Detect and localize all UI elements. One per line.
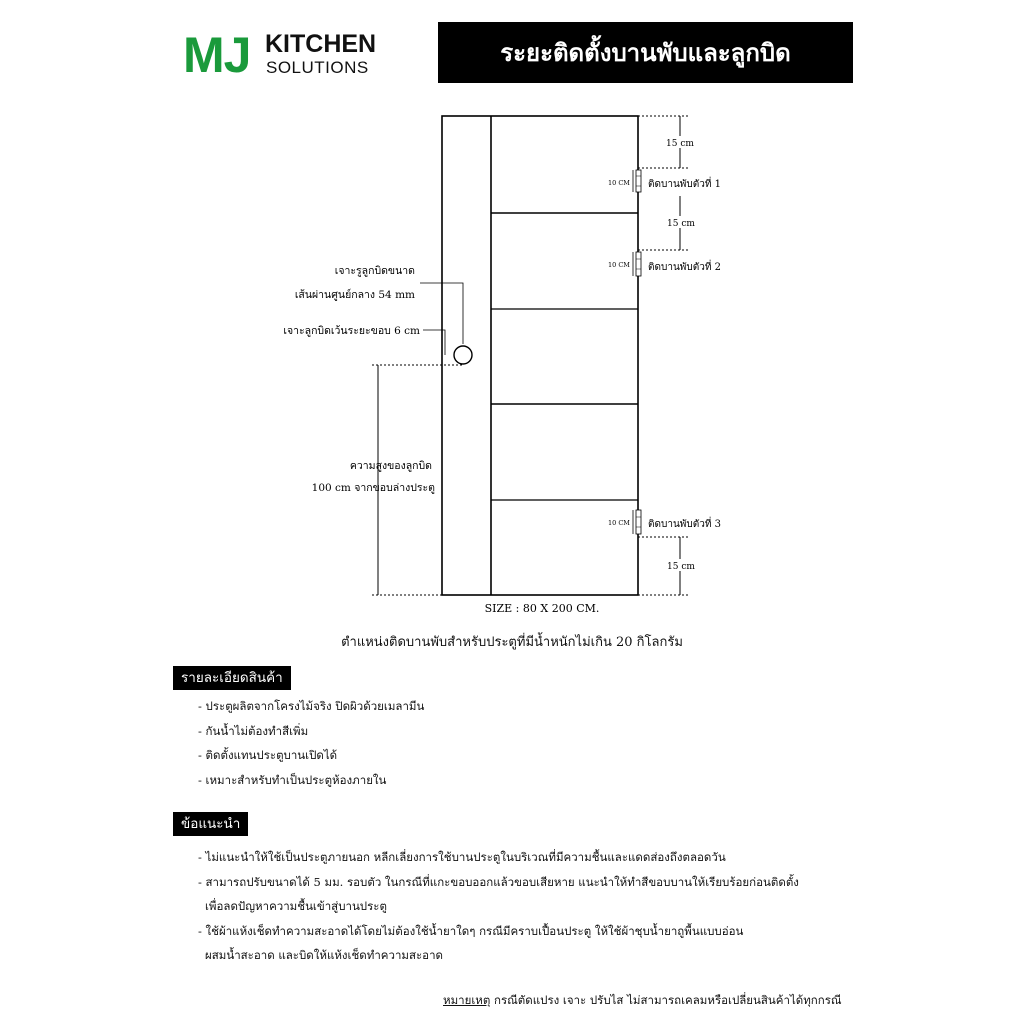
knob-hole <box>454 346 472 364</box>
hinge-3-label: ติดบานพับตัวที่ 3 <box>648 519 721 530</box>
dim-top-label: 15 cm <box>666 139 694 149</box>
details-item: - ติดตั้งแทนประตูบานเปิดได้ <box>198 748 338 762</box>
hinge-3-icon <box>636 510 641 534</box>
weight-caption: ตำแหน่งติดบานพับสำหรับประตูที่มีน้ำหนักไม่เกิน 20 กิโลกรัม <box>341 635 683 650</box>
advice-item: - ไม่แนะนำให้ใช้เป็นประตูภายนอก หลีกเลี่ยงการใช้บานประตูในบริเวณที่มีความชื้นและแดดส่องถึงตลอดวัน <box>198 850 726 864</box>
note-text: กรณีตัดแปรง เจาะ ปรับไส ไม่สามารถเคลมหรือเปลี่ยนสินค้าได้ทุกกรณี <box>490 993 842 1007</box>
knob-hole-line2: เส้นผ่านศูนย์กลาง 54 mm <box>294 289 415 301</box>
hinge-3-size: 10 CM <box>608 519 630 527</box>
dim-between-label: 15 cm <box>667 219 695 229</box>
logo-kitchen: KITCHEN <box>265 30 377 58</box>
hinge-2-icon <box>636 252 641 276</box>
advice-heading: ข้อแนะนำ <box>173 812 248 836</box>
dim-knob-height <box>372 365 463 595</box>
logo-mj: MJ <box>183 27 251 83</box>
page-title: ระยะติดตั้งบานพับและลูกบิด <box>438 22 853 83</box>
door-size: SIZE : 80 X 200 CM. <box>484 602 600 615</box>
details-item: - ประตูผลิตจากโครงไม้จริง ปิดผิวด้วยเมลามีน <box>198 699 425 713</box>
hinge-1-label: ติดบานพับตัวที่ 1 <box>648 179 721 190</box>
advice-item-continued: ผสมน้ำสะอาด และบิดให้แห้งเช็ดทำความสะอาด <box>205 948 444 962</box>
hinge-2-size: 10 CM <box>608 261 630 269</box>
knob-backset-label: เจาะลูกบิดเว้นระยะขอบ 6 cm <box>283 325 420 337</box>
knob-hole-line1: เจาะรูลูกบิดขนาด <box>334 265 415 277</box>
knob-height-line2: 100 cm จากขอบล่างประตู <box>311 482 435 494</box>
note-label: หมายเหตุ <box>443 993 491 1007</box>
knob-height-line1: ความสูงของลูกบิด <box>349 460 432 472</box>
logo-solutions: SOLUTIONS <box>266 58 369 77</box>
hinge-2-label: ติดบานพับตัวที่ 2 <box>648 262 721 273</box>
advice-item: - สามารถปรับขนาดได้ 5 มม. รอบตัว ในกรณีที่แกะขอบออกแล้วขอบเสียหาย แนะนำให้ทำสีขอบบานให้เรียบร้อยก่อนติดตั้ง <box>198 874 799 889</box>
dim-bottom-label: 15 cm <box>667 562 695 572</box>
hinge-1-icon <box>636 170 641 192</box>
details-item: - เหมาะสำหรับทำเป็นประตูห้องภายใน <box>198 772 387 787</box>
advice-item-continued: เพื่อลดปัญหาความชื้นเข้าสู่บานประตู <box>205 899 387 913</box>
advice-list <box>198 845 799 968</box>
footer-note <box>443 992 842 1010</box>
advice-item: - ใช้ผ้าแห้งเช็ดทำความสะอาดได้โดยไม่ต้องใช้น้ำยาใดๆ กรณีมีคราบเปื้อนประตู ให้ใช้ผ้าชุบน้ำยาถูพื้นแบบอ่อน <box>198 923 744 938</box>
details-list <box>198 694 424 792</box>
details-item: - กันน้ำไม่ต้องทำสีเพิ่ม <box>198 723 309 738</box>
hinge-1-size: 10 CM <box>608 179 630 187</box>
details-heading: รายละเอียดสินค้า <box>173 666 291 690</box>
